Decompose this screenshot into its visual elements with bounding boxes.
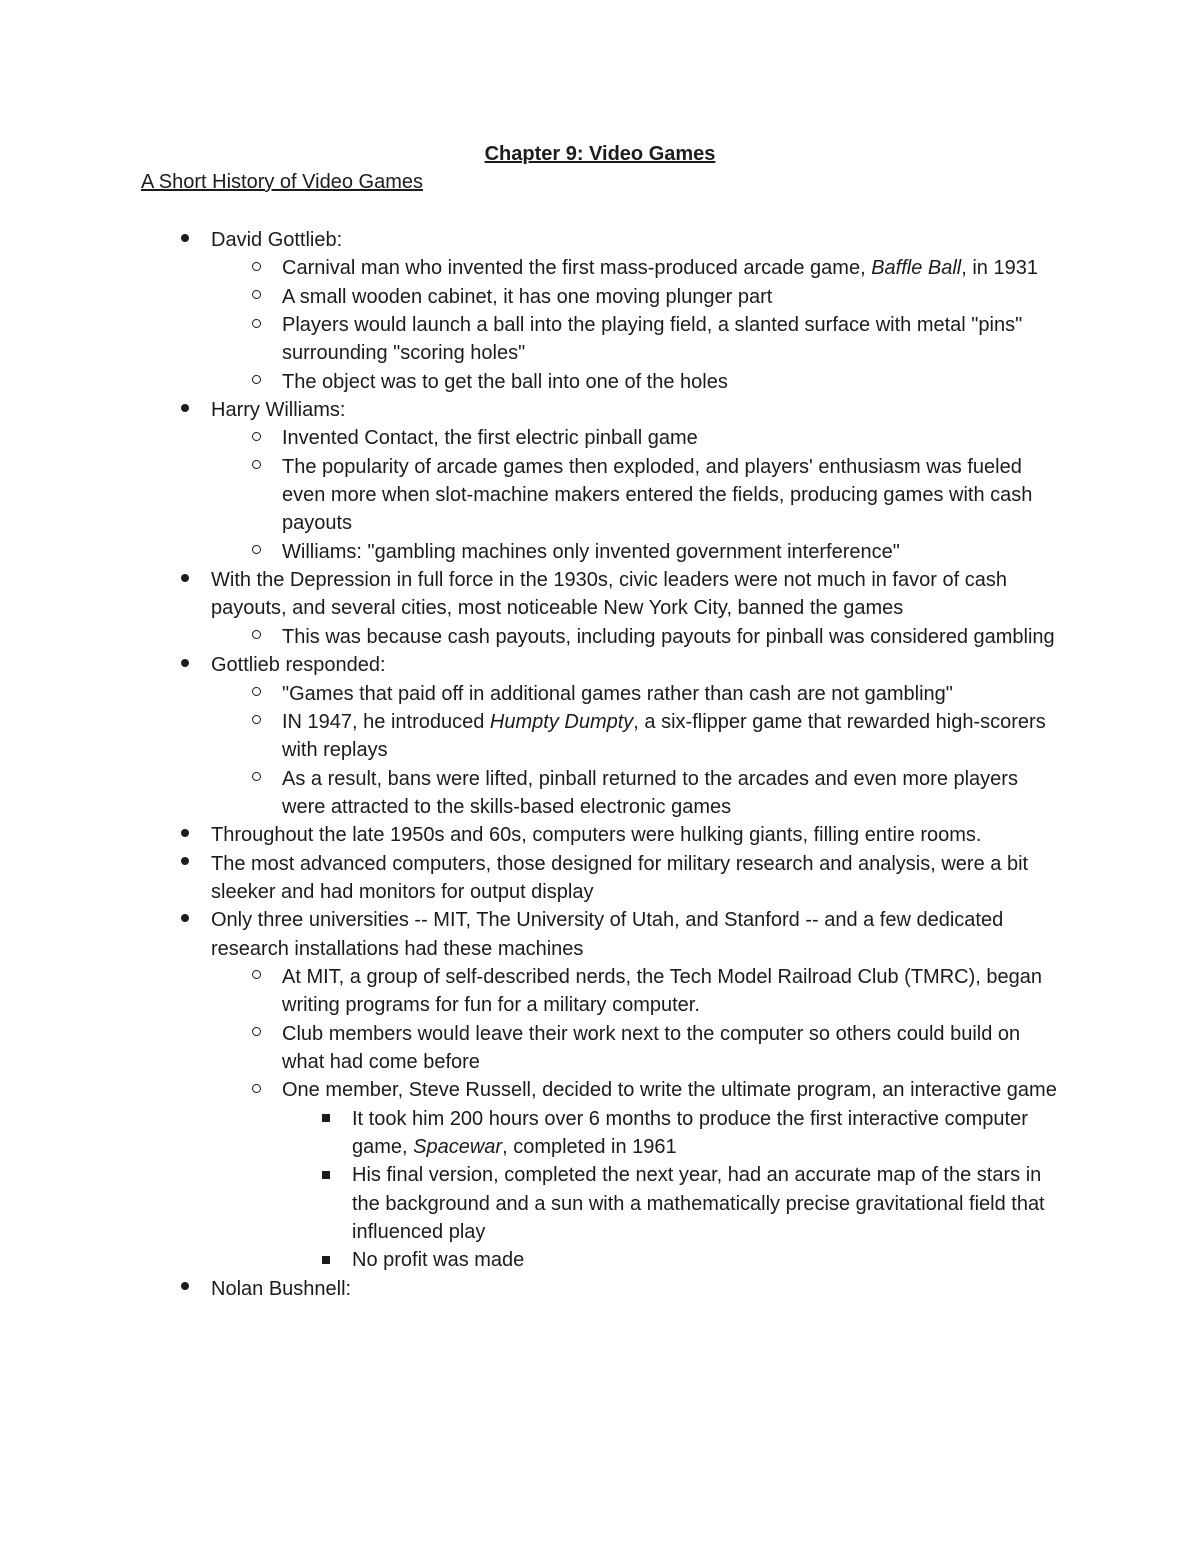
square-bullet-icon bbox=[316, 1161, 336, 1189]
bullet-icon bbox=[175, 651, 195, 679]
bullet-icon bbox=[175, 566, 195, 594]
list-item: His final version, completed the next year, had an accurate map of the stars in the background and a sun with a mathematically precise gravitational field that influenced play bbox=[352, 1161, 1052, 1246]
list-item: Throughout the late 1950s and 60s, computers were hulking giants, filling entire rooms. bbox=[211, 821, 1061, 849]
bullet-icon bbox=[175, 821, 195, 849]
list-item: "Games that paid off in additional games rather than cash are not gambling" bbox=[282, 680, 1062, 708]
circle-bullet-icon bbox=[246, 1020, 266, 1048]
list-item: A small wooden cabinet, it has one moving plunger part bbox=[282, 283, 1062, 311]
bullet-icon bbox=[175, 396, 195, 424]
list-item: David Gottlieb: bbox=[211, 226, 1061, 254]
circle-bullet-icon bbox=[246, 453, 266, 481]
circle-bullet-icon bbox=[246, 765, 266, 793]
circle-bullet-icon bbox=[246, 538, 266, 566]
square-bullet-icon bbox=[316, 1105, 336, 1133]
circle-bullet-icon bbox=[246, 254, 266, 282]
list-item: Invented Contact, the first electric pinball game bbox=[282, 424, 1062, 452]
list-item: With the Depression in full force in the 1930s, civic leaders were not much in favor of cash payouts, and several cities, most noticeable New York City, banned the games bbox=[211, 566, 1061, 623]
list-item: Carnival man who invented the first mass-produced arcade game, Baffle Ball, in 1931 bbox=[282, 254, 1062, 282]
bullet-outline bbox=[0, 226, 1200, 1303]
circle-bullet-icon bbox=[246, 368, 266, 396]
circle-bullet-icon bbox=[246, 1076, 266, 1104]
bullet-icon bbox=[175, 1275, 195, 1303]
section-heading: A Short History of Video Games bbox=[141, 171, 423, 193]
list-item: It took him 200 hours over 6 months to produce the first interactive computer game, Spacewar, completed in 1961 bbox=[352, 1105, 1052, 1162]
list-item: Williams: "gambling machines only invented government interference" bbox=[282, 538, 1062, 566]
bullet-icon bbox=[175, 906, 195, 934]
circle-bullet-icon bbox=[246, 311, 266, 339]
list-item: No profit was made bbox=[352, 1246, 1052, 1274]
circle-bullet-icon bbox=[246, 424, 266, 452]
circle-bullet-icon bbox=[246, 963, 266, 991]
list-item: The most advanced computers, those designed for military research and analysis, were a bit sleeker and had monitors for output display bbox=[211, 850, 1061, 907]
circle-bullet-icon bbox=[246, 623, 266, 651]
list-item: Club members would leave their work next to the computer so others could build on what had come before bbox=[282, 1020, 1062, 1077]
list-item: Only three universities -- MIT, The University of Utah, and Stanford -- and a few dedicated research installations had these machines bbox=[211, 906, 1061, 963]
list-item: As a result, bans were lifted, pinball returned to the arcades and even more players were attracted to the skills-based electronic games bbox=[282, 765, 1062, 822]
list-item: The object was to get the ball into one of the holes bbox=[282, 368, 1062, 396]
list-item: Gottlieb responded: bbox=[211, 651, 1061, 679]
list-item: The popularity of arcade games then exploded, and players' enthusiasm was fueled even more when slot-machine makers entered the fields, producing games with cash payouts bbox=[282, 453, 1062, 538]
bullet-icon bbox=[175, 850, 195, 878]
list-item: At MIT, a group of self-described nerds, the Tech Model Railroad Club (TMRC), began writing programs for fun for a military computer. bbox=[282, 963, 1062, 1020]
list-item: IN 1947, he introduced Humpty Dumpty, a six-flipper game that rewarded high-scorers with replays bbox=[282, 708, 1062, 765]
list-item: One member, Steve Russell, decided to write the ultimate program, an interactive game bbox=[282, 1076, 1062, 1104]
list-item: This was because cash payouts, including payouts for pinball was considered gambling bbox=[282, 623, 1062, 651]
list-item: Nolan Bushnell: bbox=[211, 1275, 1061, 1303]
circle-bullet-icon bbox=[246, 283, 266, 311]
circle-bullet-icon bbox=[246, 708, 266, 736]
chapter-title: Chapter 9: Video Games bbox=[484, 143, 716, 165]
circle-bullet-icon bbox=[246, 680, 266, 708]
list-item: Players would launch a ball into the playing field, a slanted surface with metal "pins" surrounding "scoring holes" bbox=[282, 311, 1062, 368]
square-bullet-icon bbox=[316, 1246, 336, 1274]
bullet-icon bbox=[175, 226, 195, 254]
list-item: Harry Williams: bbox=[211, 396, 1061, 424]
